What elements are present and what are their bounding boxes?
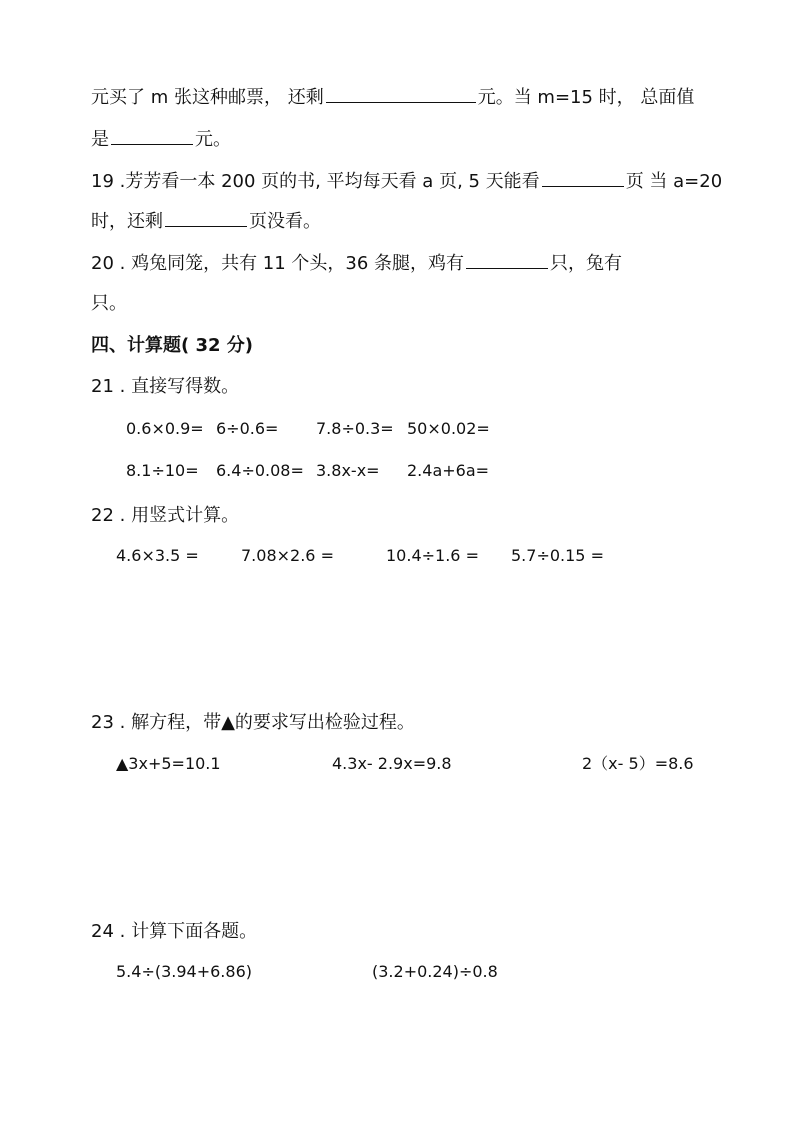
q19-answer-blank-1[interactable] — [542, 168, 624, 187]
question-18-line-1 — [91, 84, 694, 110]
q19-text-4: 页没看。 — [249, 211, 321, 232]
question-21-title: 21 . 直接写得数。 — [91, 376, 240, 397]
q20-text-1: 20 . 鸡兔同笼，共有 11 个头，36 条腿，鸡有 — [91, 253, 465, 274]
q21-expression: 7.8÷0.3= — [316, 419, 394, 438]
question-20-line-1 — [91, 250, 622, 276]
q20-text-2: 只，兔有 — [550, 253, 623, 274]
question-23-title: 23 . 解方程，带▲的要求写出检验过程。 — [91, 712, 415, 733]
q21-expression: 6.4÷0.08= — [216, 461, 304, 480]
q21-expression: 50×0.02= — [407, 419, 490, 438]
q21-expression: 3.8x-x= — [316, 461, 380, 480]
question-22-title: 22 . 用竖式计算。 — [91, 505, 240, 526]
q19-text-1: 19 .芳芳看一本 200 页的书, 平均每天看 a 页, 5 天能看 — [91, 171, 540, 192]
q18-text-4: 元。 — [195, 129, 231, 150]
q19-answer-blank-2[interactable] — [165, 208, 247, 227]
q19-text-2: 页 当 a=20 — [625, 171, 723, 192]
q22-expression: 4.6×3.5 = — [116, 546, 199, 565]
q18-text-3: 是 — [91, 129, 109, 150]
q22-expression: 5.7÷0.15 = — [511, 546, 604, 565]
q18-text-2: 元。当 m=15 时， 总面值 — [477, 87, 695, 108]
q22-expression: 7.08×2.6 = — [241, 546, 334, 565]
q24-expression: (3.2+0.24)÷0.8 — [372, 962, 498, 981]
q22-expression: 10.4÷1.6 = — [386, 546, 479, 565]
q19-text-3: 时，还剩 — [91, 211, 163, 232]
q24-expression: 5.4÷(3.94+6.86) — [116, 962, 252, 981]
question-20-line-2 — [91, 292, 127, 316]
section-4-heading: 四、计算题( 32 分) — [91, 335, 254, 356]
q21-expression: 2.4a+6a= — [407, 461, 490, 480]
q18-answer-blank-1[interactable] — [326, 84, 476, 103]
q23-equation: ▲3x+5=10.1 — [116, 754, 221, 773]
q18-answer-blank-2[interactable] — [111, 126, 193, 145]
q21-expression: 0.6×0.9= — [126, 419, 204, 438]
q21-expression: 8.1÷10= — [126, 461, 199, 480]
question-19-line-2 — [91, 208, 321, 234]
q23-equation: 4.3x- 2.9x=9.8 — [332, 754, 452, 773]
question-19-line-1 — [91, 168, 722, 194]
q20-answer-blank-1[interactable] — [466, 250, 548, 269]
question-18-line-2 — [91, 126, 231, 152]
q21-expression: 6÷0.6= — [216, 419, 279, 438]
q18-text-1: 元买了 m 张这种邮票， 还剩 — [91, 87, 324, 108]
q23-equation: 2（x- 5）=8.6 — [582, 754, 694, 773]
question-24-title: 24 . 计算下面各题。 — [91, 921, 258, 942]
q20-text-3: 只。 — [91, 293, 127, 314]
